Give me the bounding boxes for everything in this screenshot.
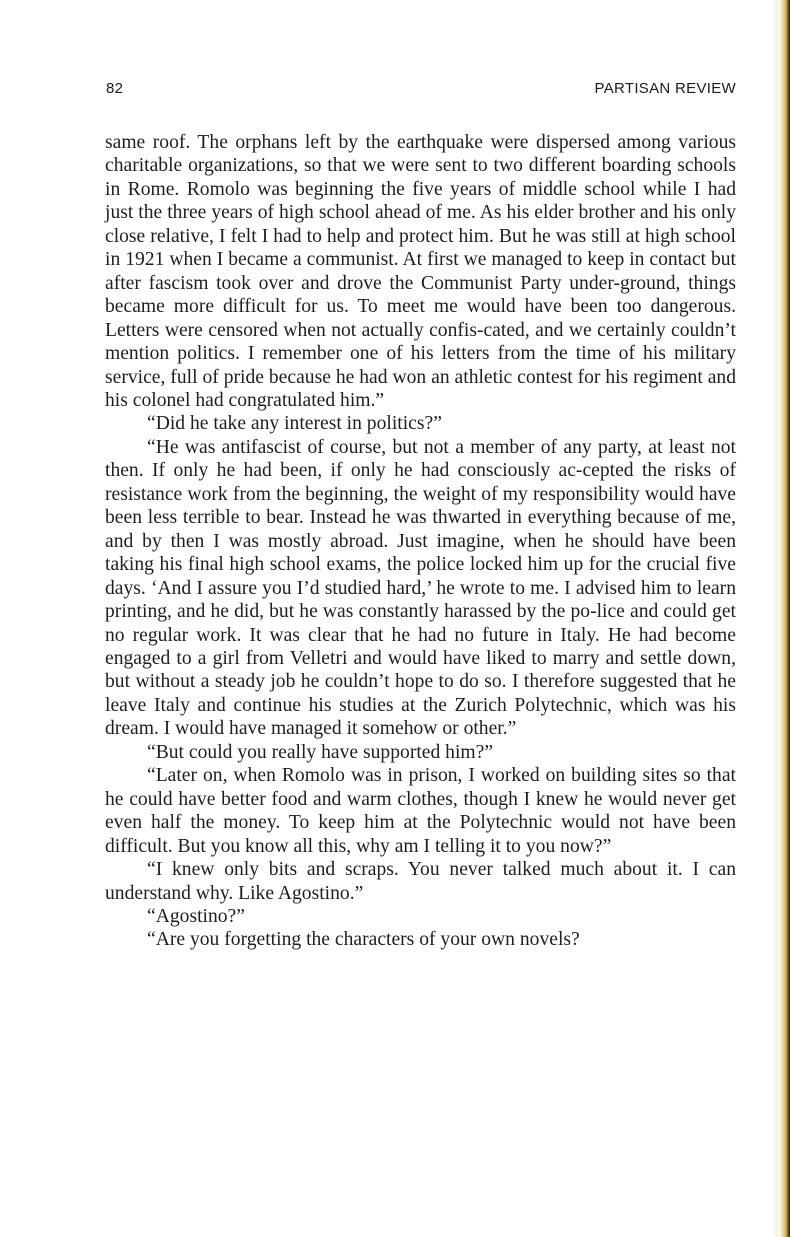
paragraph: “Agostino?” bbox=[147, 905, 245, 927]
paragraph: “Are you forgetting the characters of your own novels? bbox=[147, 929, 580, 951]
paragraph: same roof. The orphans left by the earthquake were dispersed among various charitable organizations, so that we were sent to two different boarding schools in Rome. Romolo was beginning the five years of middle school while I had just the three years of high school ahead of me. As his elder brother and his only close relative, I felt I had to help and protect him. But he was still at high school in 1921 when I became a communist. At first we managed to keep in contact but after fascism took over and drove the Communist Party under-ground, things became more difficult for us. To meet me would have been too dangerous. Letters were censored when not actually confis-cated, and we certainly couldn’t mention politics. I remember one of his letters from the time of his military service, full of pride because he had won an athletic contest for his regiment and his colonel had congratulated him.” bbox=[105, 132, 736, 411]
book-spine-edge bbox=[778, 0, 790, 1237]
paragraph: “Later on, when Romolo was in prison, I worked on building sites so that he could have better food and warm clothes, though I knew he would never get even half the money. To keep him at the Polytechnic would not have been difficult. But you know all this, why am I telling it to you now?” bbox=[105, 765, 736, 857]
paragraph: “He was antifascist of course, but not a member of any party, at least not then. If only he had been, if only he had consciously ac-cepted the risks of resistance work from the beginning, the weight of my responsibility would have been less terrible to bear. Instead he was thwarted in everything because of me, and by then I was mostly abroad. Just imagine, when he should have been taking his final high school exams, the police locked him up for the crucial five days. ‘And I assure you I’d studied hard,’ he wrote to me. I advised him to learn printing, and he did, but he was constantly harassed by the po-lice and could get no regular work. It was clear that he had no future in Italy. He had become engaged to a girl from Velletri and would have liked to marry and settle down, but without a steady job he couldn’t hope to do so. I therefore suggested that he leave Italy and continue his studies at the Zurich Polytechnic, which was his dream. I would have managed it somehow or other.” bbox=[105, 436, 736, 740]
body-text bbox=[105, 131, 736, 952]
running-head bbox=[106, 80, 736, 100]
paragraph: “But could you really have supported him?” bbox=[147, 741, 494, 763]
page-number: 82 bbox=[106, 80, 124, 97]
paragraph: “Did he take any interest in politics?” bbox=[147, 413, 442, 435]
journal-title: PARTISAN REVIEW bbox=[594, 80, 736, 97]
paragraph: “I knew only bits and scraps. You never talked much about it. I can understand why. Like Agostino.” bbox=[105, 859, 736, 904]
